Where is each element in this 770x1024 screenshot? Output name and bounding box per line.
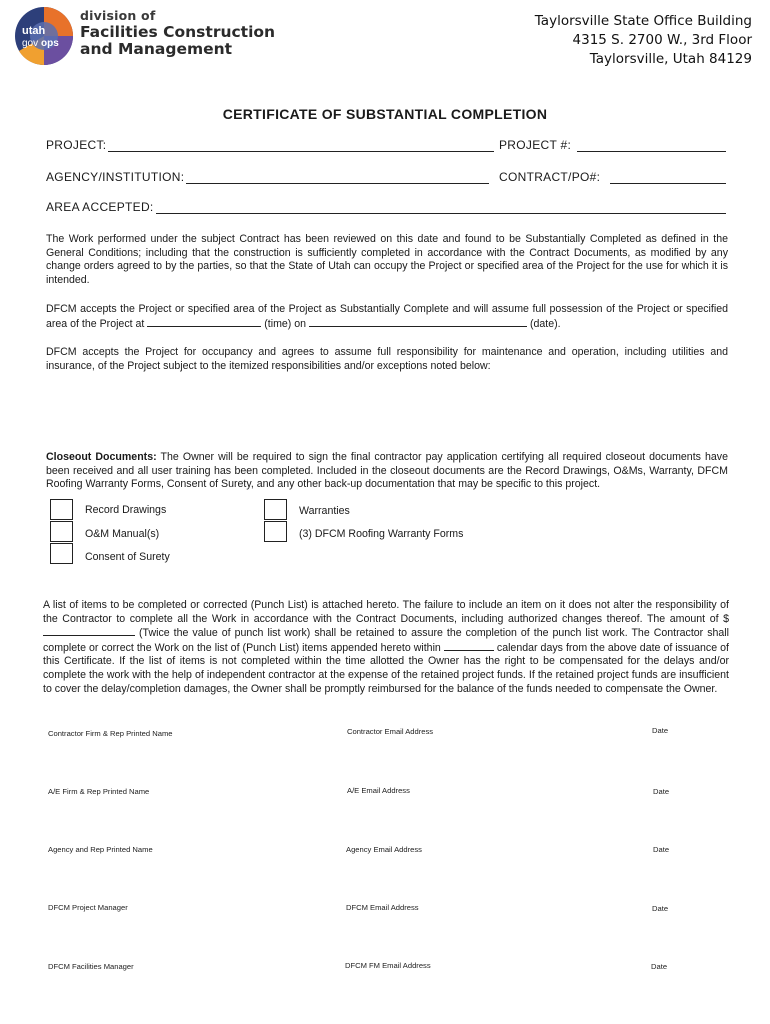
punch-text-1: A list of items to be completed or corrected (Punch List) is attached hereto. The failure to include an item on it does not alter the responsibility of the Contractor to complete all the Work in accordance with the Contract Documents, including authorized changes thereof. The amount of $	[43, 599, 729, 625]
warranties-label: Warranties	[299, 505, 350, 517]
sig-dfcm-pm-date[interactable]: Date	[652, 904, 669, 913]
sig-contractor-name[interactable]: Contractor Firm & Rep Printed Name	[48, 729, 173, 738]
contract-label: CONTRACT/PO#:	[499, 170, 601, 184]
roofing-warranty-label: (3) DFCM Roofing Warranty Forms	[299, 528, 464, 540]
agency-line[interactable]	[186, 173, 489, 184]
svg-text:ops: ops	[41, 38, 59, 49]
org-name	[80, 10, 275, 58]
sig-contractor-date[interactable]: Date	[652, 726, 669, 735]
page-title: CERTIFICATE OF SUBSTANTIAL COMPLETION	[222, 106, 548, 122]
sig-dfcm-fm-email[interactable]: DFCM FM Email Address	[345, 961, 431, 970]
consent-of-surety-label: Consent of Surety	[85, 551, 170, 563]
sig-agency-email[interactable]: Agency Email Address	[346, 845, 422, 854]
sig-ae-date[interactable]: Date	[653, 787, 670, 796]
sig-ae-email[interactable]: A/E Email Address	[347, 786, 410, 795]
sig-dfcm-pm-name[interactable]: DFCM Project Manager	[48, 903, 128, 912]
date-blank[interactable]	[309, 317, 527, 327]
closeout-paragraph	[46, 451, 728, 492]
org-line-3: and Management	[80, 40, 233, 58]
punch-text-2: (Twice the value of punch list work) shall be retained to assure the completion of the punch list work. The Contractor shall complete or correct the Work on the list of (Punch List) items appended hereto within	[43, 627, 729, 654]
project-field[interactable]	[46, 138, 494, 152]
days-blank[interactable]	[444, 641, 494, 651]
svg-text:gov: gov	[22, 38, 39, 49]
org-line-2: Facilities Construction	[80, 22, 276, 41]
project-number-label: PROJECT #:	[499, 138, 572, 152]
org-line-1: division of	[80, 8, 156, 23]
address-line-2: 4315 S. 2700 W., 3rd Floor	[572, 32, 752, 48]
review-paragraph: The Work performed under the subject Contract has been reviewed on this date and found to be Substantially Completed as defined in the General Conditions; including that the construction is sufficiently completed in accordance with the Contract Documents, as modified by any change orders agreed to by the parties, so that the State of Utah can occupy the Project or specified area of the Project for the use for which it is intended.	[46, 233, 728, 286]
sig-agency-date[interactable]: Date	[653, 845, 670, 854]
utah-govops-logo	[14, 6, 74, 66]
punch-text-3: calendar days from the above date of issuance of this Certificate. If the list of items is not completed within the time allotted the Owner has the right to be compensated for the delays and/or complete the work with the help of independent contractor at the expense of the retained project funds. If the retained project funds are insufficient to cover the delay/completion damages, the Owner shall be promptly reimbursed for the balance of the funds needed to compensate the Owner.	[43, 641, 729, 695]
address-line-3: Taylorsville, Utah 84129	[589, 51, 752, 67]
project-number-field[interactable]	[499, 138, 726, 152]
contract-field[interactable]	[499, 170, 726, 184]
closeout-heading: Closeout Documents:	[46, 451, 157, 463]
agency-label: AGENCY/INSTITUTION:	[46, 170, 185, 184]
project-label: PROJECT:	[46, 138, 107, 152]
acceptance-text-3: (date).	[529, 317, 561, 330]
sig-dfcm-fm-name[interactable]: DFCM Facilities Manager	[48, 962, 134, 971]
project-number-line[interactable]	[577, 141, 726, 152]
office-address	[535, 12, 752, 69]
om-manuals-checkbox[interactable]	[50, 521, 73, 542]
area-accepted-line[interactable]	[156, 203, 726, 214]
record-drawings-label: Record Drawings	[85, 504, 167, 516]
time-blank[interactable]	[147, 317, 261, 327]
punch-list-paragraph	[43, 599, 729, 696]
area-accepted-field[interactable]	[46, 200, 726, 214]
sig-dfcm-fm-date[interactable]: Date	[651, 962, 668, 971]
closeout-text: The Owner will be required to sign the final contractor pay application certifying all required closeout documents have been received and all user training has been completed. Included in the closeout documents are the Record Drawings, O&Ms, Warranty, DFCM Roofing Warranty Forms, Consent of Surety, and any other back-up documentation that may be specific to this project.	[46, 451, 728, 491]
acceptance-paragraph	[46, 303, 728, 331]
sig-dfcm-pm-email[interactable]: DFCM Email Address	[346, 903, 419, 912]
roofing-warranty-checkbox[interactable]	[264, 521, 287, 542]
contract-line[interactable]	[610, 173, 726, 184]
project-line[interactable]	[108, 141, 494, 152]
agency-field[interactable]	[46, 170, 489, 184]
sig-agency-name[interactable]: Agency and Rep Printed Name	[48, 845, 153, 854]
amount-blank[interactable]	[43, 626, 135, 636]
warranties-checkbox[interactable]	[264, 499, 287, 520]
acceptance-text-1: DFCM accepts the Project or specified area of the Project as Substantially Complete and will assume full possession of the Project or specified area of the Project at	[46, 303, 728, 330]
acceptance-text-2: (time) on	[264, 317, 307, 330]
area-accepted-label: AREA ACCEPTED:	[46, 200, 154, 214]
sig-ae-name[interactable]: A/E Firm & Rep Printed Name	[48, 787, 150, 796]
address-line-1: Taylorsville State Office Building	[534, 13, 752, 29]
record-drawings-checkbox[interactable]	[50, 499, 73, 520]
om-manuals-label: O&M Manual(s)	[85, 528, 160, 540]
occupancy-paragraph: DFCM accepts the Project for occupancy and agrees to assume full responsibility for maintenance and operation, including utilities and insurance, of the Project subject to the itemized responsibilities and/or exceptions noted below:	[46, 346, 728, 372]
sig-contractor-email[interactable]: Contractor Email Address	[347, 727, 434, 736]
svg-text:utah: utah	[22, 25, 46, 37]
consent-of-surety-checkbox[interactable]	[50, 543, 73, 564]
